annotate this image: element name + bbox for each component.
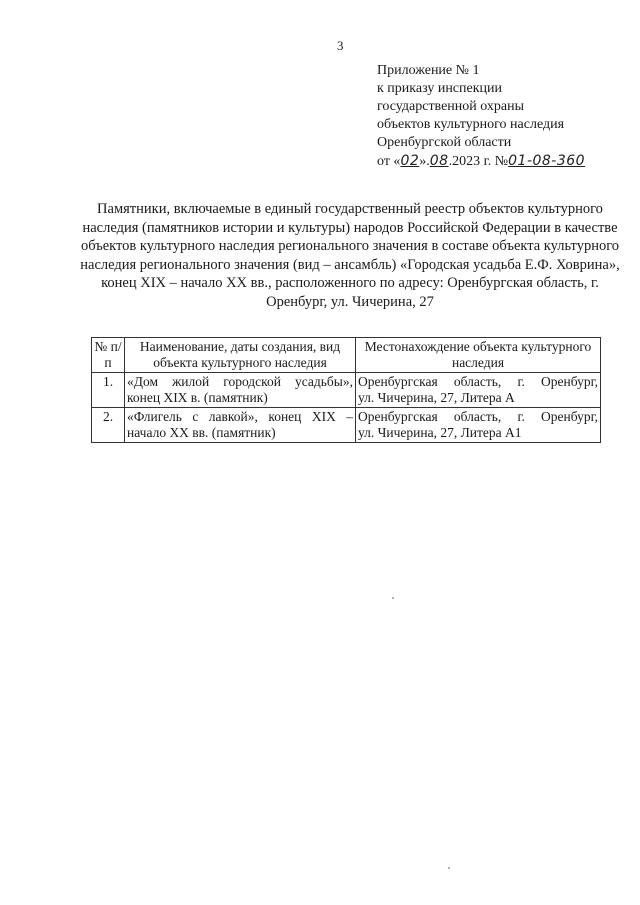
row-name-line-1: «Флигель с лавкой», конец XIX – (127, 409, 353, 424)
row-name-line-2: конец XIX в. (памятник) (127, 390, 268, 405)
header-number: № п/п (92, 338, 125, 373)
date-month-handwritten: 08 (429, 153, 449, 169)
appendix-line-3: государственной охраны (377, 99, 525, 114)
header-location: Местонахождение объекта культурного наследия (356, 338, 601, 373)
monuments-table (91, 337, 601, 443)
table-header-row (92, 338, 601, 373)
table-row (92, 408, 601, 443)
date-day-handwritten: 02 (400, 153, 420, 169)
row-name (125, 373, 356, 408)
date-year: .2023 г. № (448, 154, 509, 169)
appendix-line-2: к приказу инспекции (377, 81, 503, 96)
appendix-line-4: объектов культурного наследия (377, 117, 565, 132)
row-name-line-1: «Дом жилой городской усадьбы», (127, 374, 353, 389)
table-row (92, 373, 601, 408)
row-name-line-2: начало XX вв. (памятник) (127, 425, 276, 440)
page-number: 3 (337, 38, 344, 53)
row-location (356, 373, 601, 408)
scan-speck (448, 867, 450, 869)
row-location (356, 408, 601, 443)
row-name (125, 408, 356, 443)
scan-speck (392, 597, 394, 599)
appendix-date-line (377, 152, 627, 171)
row-location-line-2: ул. Чичерина, 27, Литера А (358, 390, 515, 405)
row-number: 1. (92, 373, 125, 408)
row-location-line-1: Оренбургская область, г. Оренбург, (358, 374, 598, 389)
row-location-line-1: Оренбургская область, г. Оренбург, (358, 409, 598, 424)
date-separator: ». (419, 154, 430, 169)
appendix-line-1: Приложение № 1 (377, 63, 480, 78)
date-prefix: от « (377, 154, 401, 169)
row-number: 2. (92, 408, 125, 443)
order-number-handwritten: 01-08-360 (508, 153, 586, 169)
header-name: Наименование, даты создания, вид объекта культурного наследия (125, 338, 356, 373)
appendix-block (377, 62, 627, 171)
row-location-line-2: ул. Чичерина, 27, Литера А1 (358, 425, 522, 440)
document-title: Памятники, включаемые в единый государственный реестр объектов культурного наследия (памятников истории и культуры) народов Российской Федерации в качестве объектов культурного наследия регионального значения в составе объекта культурного наследия регионального значения (вид – ансамбль) «Городская усадьба Е.Ф. Ховрина», конец XIX – начало XX вв., расположенного по адресу: Оренбургская область, г. Оренбург, ул. Чичерина, 27 (80, 201, 620, 310)
appendix-line-5: Оренбургской области (377, 135, 512, 150)
